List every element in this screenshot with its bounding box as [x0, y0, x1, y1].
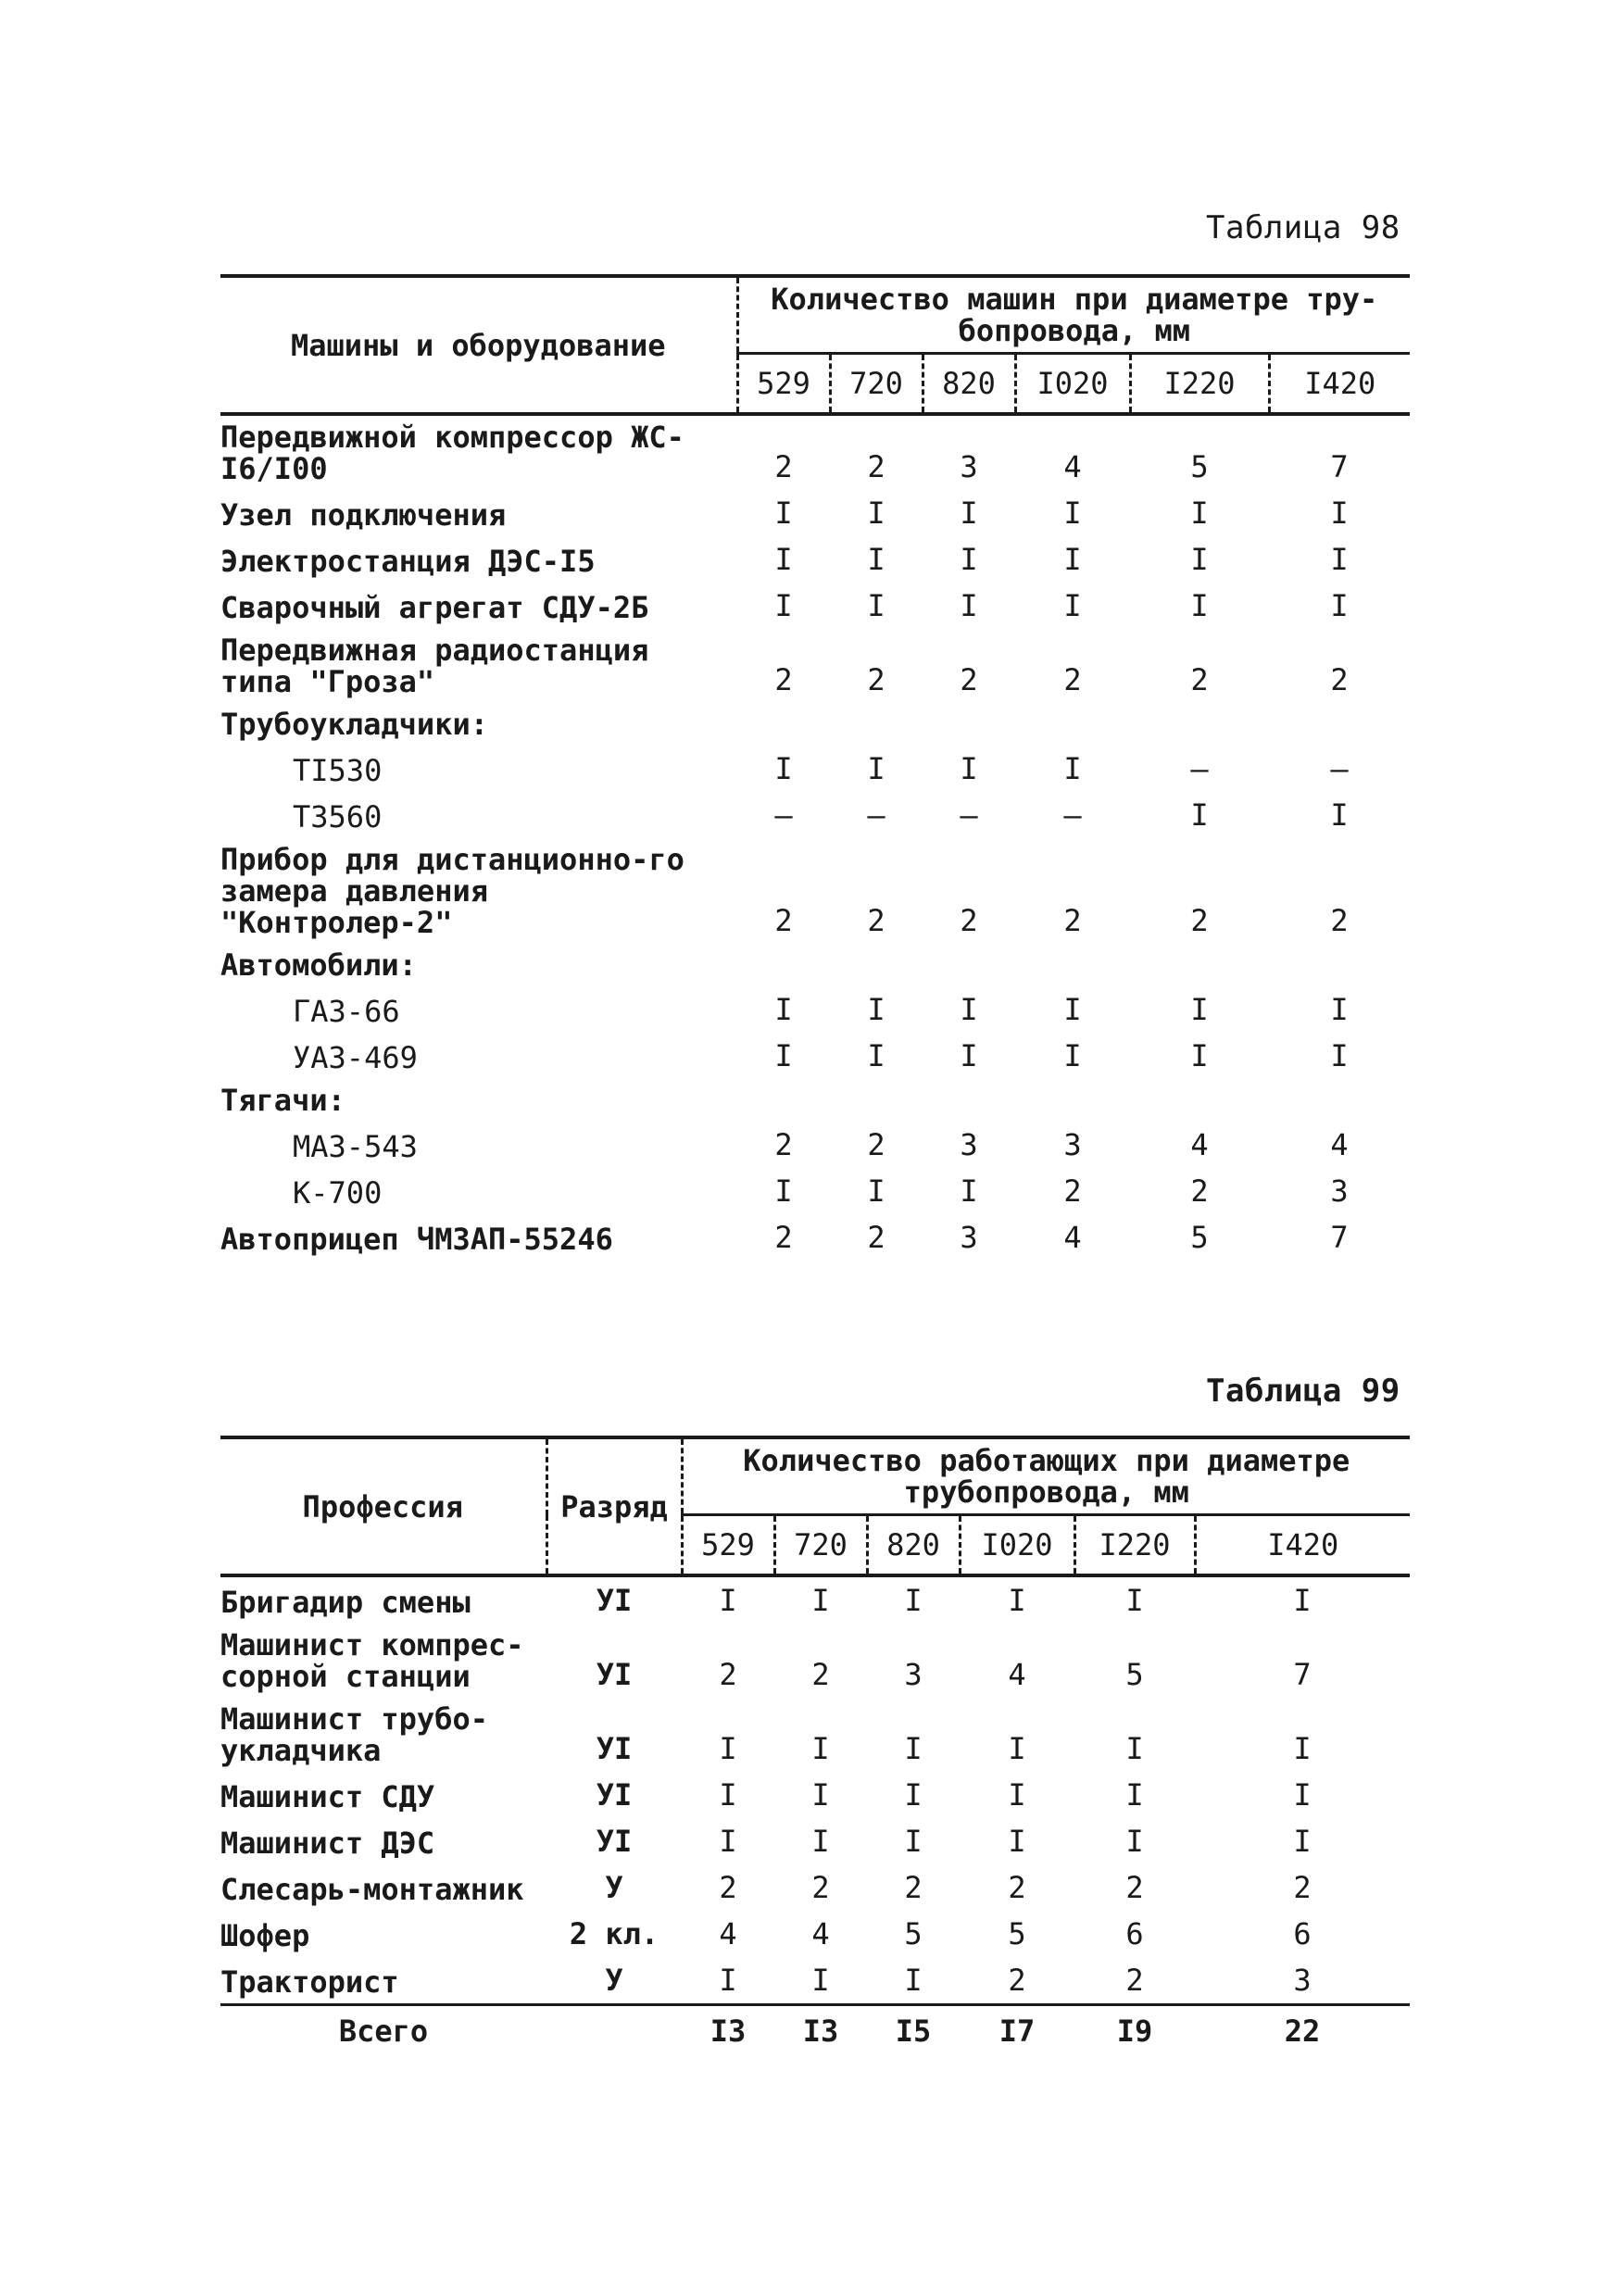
grade-cell: УI — [596, 1657, 633, 1692]
grade-cell: У — [605, 1963, 623, 1998]
table-cell: I — [1008, 1777, 1026, 1813]
table-cell: I — [719, 1583, 737, 1618]
table-cell: 6 — [1125, 1916, 1144, 1951]
table-cell: I — [1190, 992, 1209, 1027]
table-cell: 2 — [719, 1657, 737, 1692]
table-row — [220, 1079, 1410, 1122]
table-cell: 5 — [904, 1916, 923, 1951]
table-row — [220, 1624, 1410, 1698]
table-99-diameter-header: I420 — [1195, 1515, 1410, 1576]
row-label: Машинист компрес-сорной станции — [220, 1627, 524, 1694]
table-cell: I — [1330, 1038, 1349, 1073]
row-label: Машинист ДЭС — [220, 1826, 435, 1861]
table-cell: – — [1063, 797, 1082, 833]
table-cell: 3 — [960, 1220, 978, 1255]
table-99-diameter-header: 529 — [682, 1515, 774, 1576]
table-cell — [737, 703, 830, 746]
table-cell: – — [774, 797, 793, 833]
table-cell: 5 — [1190, 1220, 1209, 1255]
table-cell: 3 — [960, 1127, 978, 1162]
grade-cell: 2 кл. — [569, 1916, 659, 1951]
table-cell: I — [774, 542, 793, 577]
table-cell: I — [1330, 797, 1349, 833]
table-cell — [1269, 703, 1410, 746]
table-cell — [1269, 944, 1410, 986]
table-cell: I — [867, 588, 885, 623]
table-cell: I — [719, 1777, 737, 1813]
table-cell: I — [811, 1583, 830, 1618]
table-cell: 2 — [811, 1870, 830, 1905]
table-cell: 2 — [1125, 1870, 1144, 1905]
table-cell: I — [811, 1963, 830, 1998]
table-cell: I — [1190, 1038, 1209, 1073]
table-cell: 4 — [1190, 1127, 1209, 1162]
table-row — [220, 1818, 1410, 1864]
grade-cell: УI — [596, 1583, 633, 1618]
table-cell: I — [1190, 588, 1209, 623]
table-row — [220, 1911, 1410, 1957]
row-label: УАЗ-469 — [293, 1040, 418, 1075]
table-99-group-header: Количество работающих при диаметре трубопровода, мм — [682, 1437, 1410, 1515]
table-cell: I — [1190, 542, 1209, 577]
table-cell: I — [904, 1731, 923, 1766]
table-cell: I — [960, 542, 978, 577]
table-cell: 7 — [1330, 1220, 1349, 1255]
table-cell: 2 — [719, 1870, 737, 1905]
table-cell: 2 — [811, 1657, 830, 1692]
table-row — [220, 1168, 1410, 1214]
table-cell: 2 — [774, 903, 793, 938]
row-label: TI530 — [293, 753, 383, 788]
row-label: Тягачи: — [220, 1083, 345, 1118]
table-cell: I — [1063, 588, 1082, 623]
table-cell: 2 — [867, 1220, 885, 1255]
total-cell: I3 — [774, 2005, 867, 2055]
table-cell: I — [904, 1583, 923, 1618]
table-row — [220, 746, 1410, 792]
table-98 — [220, 274, 1410, 1261]
table-cell: I — [867, 1038, 885, 1073]
table-cell: 4 — [811, 1916, 830, 1951]
table-cell: 3 — [1063, 1127, 1082, 1162]
table-cell: I — [1063, 992, 1082, 1027]
table-row — [220, 1122, 1410, 1168]
table-cell: I — [867, 496, 885, 531]
table-cell: 4 — [1330, 1127, 1349, 1162]
table-cell: I — [1330, 542, 1349, 577]
table-cell: I — [1330, 588, 1349, 623]
table-cell: 2 — [774, 1127, 793, 1162]
table-cell — [1130, 703, 1269, 746]
table-cell: I — [1063, 542, 1082, 577]
table-cell: I — [1008, 1583, 1026, 1618]
table-cell — [830, 1079, 923, 1122]
table-cell: 2 — [867, 1127, 885, 1162]
table-cell: I — [904, 1824, 923, 1859]
table-99 — [220, 1436, 1410, 2054]
table-cell: I — [1125, 1824, 1144, 1859]
table-cell: 2 — [1125, 1963, 1144, 1998]
table-cell: 4 — [719, 1916, 737, 1951]
table-row — [220, 838, 1410, 944]
table-cell: 2 — [774, 662, 793, 697]
total-label: Всего — [220, 2005, 546, 2055]
table-cell — [1015, 703, 1130, 746]
table-cell — [923, 703, 1015, 746]
table-cell: I — [867, 542, 885, 577]
table-cell: I — [960, 496, 978, 531]
table-cell: 5 — [1125, 1657, 1144, 1692]
table-cell: I — [774, 1173, 793, 1209]
table-cell — [830, 703, 923, 746]
table-cell: I — [960, 588, 978, 623]
table-cell: I — [1293, 1777, 1312, 1813]
table-row — [220, 703, 1410, 746]
total-cell: I9 — [1074, 2005, 1195, 2055]
table-98-diameter-header: I420 — [1269, 354, 1410, 415]
table-row — [220, 414, 1410, 490]
row-label: Передвижная радиостанция типа "Гроза" — [220, 633, 649, 699]
table-cell: 4 — [1063, 449, 1082, 484]
table-cell — [1130, 944, 1269, 986]
grade-cell: УI — [596, 1777, 633, 1813]
row-label: ГАЗ-66 — [293, 994, 400, 1029]
table-row — [220, 1772, 1410, 1818]
table-98-diameter-header: I220 — [1130, 354, 1269, 415]
table-cell: 2 — [1190, 1173, 1209, 1209]
table-cell: 2 — [774, 1220, 793, 1255]
table-cell: 6 — [1293, 1916, 1312, 1951]
table-cell: I — [960, 992, 978, 1027]
table-cell: I — [867, 992, 885, 1027]
table-cell — [1130, 1079, 1269, 1122]
table-cell — [737, 944, 830, 986]
table-cell: 5 — [1190, 449, 1209, 484]
table-cell: 2 — [1330, 903, 1349, 938]
total-cell: I7 — [960, 2005, 1074, 2055]
table-cell: – — [1330, 751, 1349, 786]
table-cell: 5 — [1008, 1916, 1026, 1951]
total-cell: 22 — [1195, 2005, 1410, 2055]
table-cell: I — [960, 1173, 978, 1209]
table-cell: 4 — [1063, 1220, 1082, 1255]
table-cell: I — [719, 1731, 737, 1766]
table-cell: 7 — [1293, 1657, 1312, 1692]
table-cell: I — [1330, 496, 1349, 531]
total-cell: I3 — [682, 2005, 774, 2055]
table-cell: I — [811, 1731, 830, 1766]
row-label: Автоприцеп ЧМЗАП-55246 — [220, 1222, 613, 1257]
table-cell — [923, 1079, 1015, 1122]
table-cell: 2 — [1190, 903, 1209, 938]
table-cell: 2 — [1190, 662, 1209, 697]
table-cell: I — [904, 1777, 923, 1813]
row-label: Машинист СДУ — [220, 1779, 435, 1814]
row-label: T3560 — [293, 799, 383, 834]
row-label: Электростанция ДЭС-I5 — [220, 544, 596, 579]
table-row — [220, 944, 1410, 986]
table-98-diameter-header: I020 — [1015, 354, 1130, 415]
table-row — [220, 1575, 1410, 1624]
row-label: Машинист трубо-укладчика — [220, 1701, 488, 1768]
table-98-col-name-header: Машины и оборудование — [220, 276, 737, 414]
row-label: Передвижной компрессор ЖС-I6/I00 — [220, 420, 684, 486]
table-cell: I — [1063, 496, 1082, 531]
table-cell: 3 — [904, 1657, 923, 1692]
table-cell: I — [1063, 1038, 1082, 1073]
table-cell: I — [1063, 751, 1082, 786]
table-row — [220, 1864, 1410, 1911]
row-label: Сварочный агрегат СДУ-2Б — [220, 590, 649, 625]
table-cell: 2 — [960, 662, 978, 697]
table-99-diameter-header: I020 — [960, 1515, 1074, 1576]
table-cell: – — [960, 797, 978, 833]
table-cell: I — [1190, 496, 1209, 531]
total-row — [220, 2005, 1410, 2055]
table-cell: I — [774, 496, 793, 531]
table-cell: I — [1293, 1824, 1312, 1859]
table-cell: I — [960, 751, 978, 786]
table-cell: 3 — [960, 449, 978, 484]
table-row — [220, 1214, 1410, 1261]
table-cell — [1269, 1079, 1410, 1122]
table-cell: I — [904, 1963, 923, 1998]
table-row — [220, 536, 1410, 583]
table-cell — [1015, 1079, 1130, 1122]
table-98-group-header: Количество машин при диаметре тру-бопровода, мм — [737, 276, 1410, 354]
table-cell — [923, 944, 1015, 986]
table-cell: I — [811, 1824, 830, 1859]
table-99-diameter-header: I220 — [1074, 1515, 1195, 1576]
table-cell: 4 — [1008, 1657, 1026, 1692]
grade-cell: У — [605, 1870, 623, 1905]
table-cell: 2 — [1063, 662, 1082, 697]
table-cell: I — [1293, 1731, 1312, 1766]
grade-cell: УI — [596, 1824, 633, 1859]
table-cell: I — [774, 588, 793, 623]
table-cell: I — [719, 1963, 737, 1998]
table-cell: I — [774, 992, 793, 1027]
table-cell: I — [774, 1038, 793, 1073]
table-cell: 2 — [1063, 1173, 1082, 1209]
table-cell: 2 — [867, 662, 885, 697]
table-cell: I — [1125, 1731, 1144, 1766]
table-cell — [1015, 944, 1130, 986]
table-cell: I — [1125, 1777, 1144, 1813]
table-cell: I — [867, 1173, 885, 1209]
table-cell: I — [811, 1777, 830, 1813]
table-cell: I — [1190, 797, 1209, 833]
row-label: Трубоукладчики: — [220, 707, 488, 742]
table-99-caption: Таблица 99 — [1206, 1373, 1400, 1410]
table-cell: I — [1008, 1824, 1026, 1859]
row-label: Слесарь-монтажник — [220, 1872, 524, 1907]
row-label: МАЗ-543 — [293, 1129, 418, 1164]
table-row — [220, 490, 1410, 536]
table-cell: 7 — [1330, 449, 1349, 484]
table-cell — [737, 1079, 830, 1122]
row-label: Бригадир смены — [220, 1585, 471, 1620]
table-cell: 2 — [1330, 662, 1349, 697]
total-spacer — [546, 2005, 682, 2055]
table-cell: 2 — [1293, 1870, 1312, 1905]
table-cell: 2 — [904, 1870, 923, 1905]
table-99-diameter-header: 720 — [774, 1515, 867, 1576]
table-cell: – — [1190, 751, 1209, 786]
table-cell: 2 — [1008, 1870, 1026, 1905]
table-99-col-grade-header: Разряд — [546, 1437, 682, 1575]
table-cell: I — [1330, 992, 1349, 1027]
table-cell: 2 — [960, 903, 978, 938]
table-98-diameter-header: 820 — [923, 354, 1015, 415]
table-cell: I — [1008, 1731, 1026, 1766]
table-cell: 2 — [1063, 903, 1082, 938]
table-cell: 3 — [1330, 1173, 1349, 1209]
table-row — [220, 986, 1410, 1033]
row-label: Автомобили: — [220, 947, 417, 983]
table-row — [220, 792, 1410, 838]
table-cell: 2 — [867, 449, 885, 484]
table-row — [220, 1033, 1410, 1079]
grade-cell: УI — [596, 1731, 633, 1766]
row-label: Узел подключения — [220, 497, 507, 533]
table-98-caption: Таблица 98 — [1206, 209, 1400, 246]
table-99-diameter-header: 820 — [867, 1515, 960, 1576]
table-cell: I — [774, 751, 793, 786]
table-cell: 2 — [774, 449, 793, 484]
table-cell: I — [867, 751, 885, 786]
table-98-diameter-header: 720 — [830, 354, 923, 415]
row-label: Шофер — [220, 1918, 310, 1953]
table-98-diameter-header: 529 — [737, 354, 830, 415]
table-cell: I — [719, 1824, 737, 1859]
table-cell: I — [1125, 1583, 1144, 1618]
row-label: Тракторист — [220, 1964, 399, 2000]
table-cell: I — [960, 1038, 978, 1073]
table-row — [220, 1698, 1410, 1772]
table-row — [220, 629, 1410, 703]
table-row — [220, 583, 1410, 629]
table-row — [220, 1957, 1410, 2005]
table-cell: 2 — [867, 903, 885, 938]
row-label: К-700 — [293, 1175, 383, 1211]
table-cell — [830, 944, 923, 986]
row-label: Прибор для дистанционно-го замера давления "Контролер-2" — [220, 842, 684, 940]
table-99-col-name-header: Профессия — [220, 1437, 546, 1575]
table-cell: 3 — [1293, 1963, 1312, 1998]
total-cell: I5 — [867, 2005, 960, 2055]
table-cell: I — [1293, 1583, 1312, 1618]
table-cell: 2 — [1008, 1963, 1026, 1998]
table-cell: – — [867, 797, 885, 833]
